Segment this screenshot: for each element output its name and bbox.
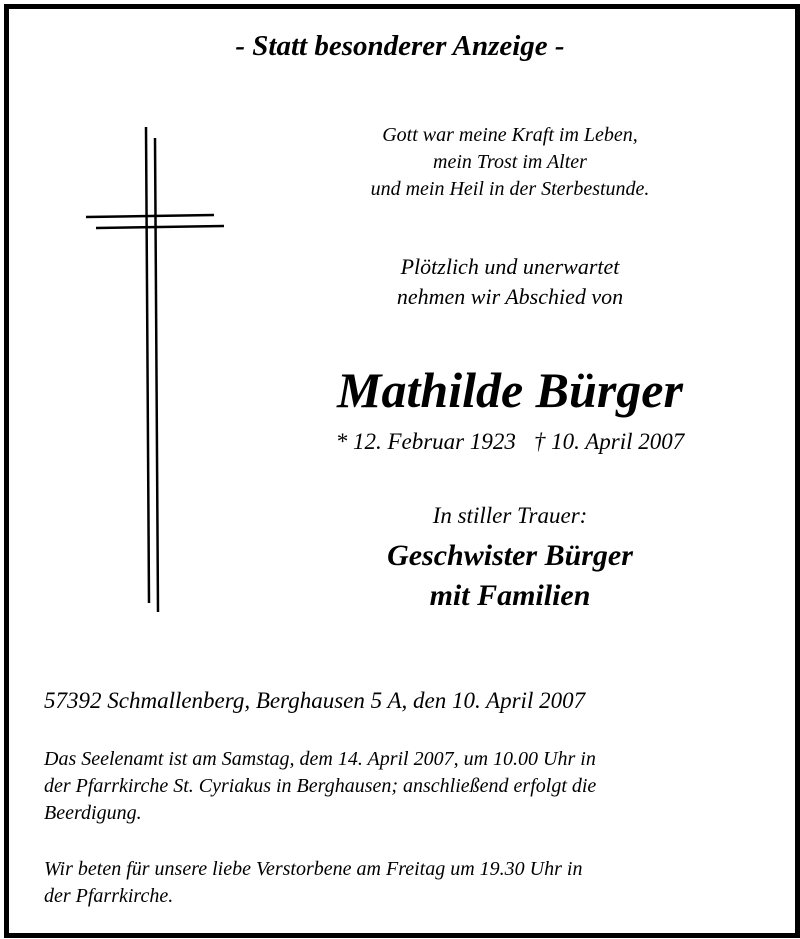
verse-line: und mein Heil in der Sterbestunde.	[370, 178, 650, 200]
death-date: † 10. April 2007	[533, 429, 685, 454]
verse-line: mein Trost im Alter	[433, 151, 587, 173]
mourning-label: In stiller Trauer:	[432, 503, 588, 528]
requiem-line: der Pfarrkirche St. Cyriakus in Berghausen; anschließend erfolgt die	[44, 775, 597, 797]
mourners-names	[300, 536, 720, 616]
requiem-line: Das Seelenamt ist am Samstag, dem 14. April 2007, um 10.00 Uhr in	[44, 748, 596, 770]
bible-verse	[300, 122, 720, 203]
requiem-info	[44, 746, 754, 827]
prayer-info	[44, 856, 754, 910]
verse-line: Gott war meine Kraft im Leben,	[382, 124, 638, 146]
deceased-name: Mathilde Bürger	[337, 362, 683, 418]
mourners-line: Geschwister Bürger	[387, 539, 633, 572]
mourners-line: mit Familien	[429, 579, 591, 612]
intro-text	[300, 252, 720, 312]
notice-header: - Statt besonderer Anzeige -	[235, 30, 565, 62]
birth-date: * 12. Februar 1923	[335, 429, 516, 454]
requiem-line: Beerdigung.	[44, 802, 142, 824]
place-and-date: 57392 Schmallenberg, Berghausen 5 A, den 10. April 2007	[44, 688, 586, 713]
prayer-line: der Pfarrkirche.	[44, 885, 174, 907]
life-dates	[300, 427, 720, 457]
intro-line: nehmen wir Abschied von	[396, 284, 624, 309]
intro-line: Plötzlich und unerwartet	[400, 254, 620, 279]
prayer-line: Wir beten für unsere liebe Verstorbene am Freitag um 19.30 Uhr in	[44, 858, 583, 880]
